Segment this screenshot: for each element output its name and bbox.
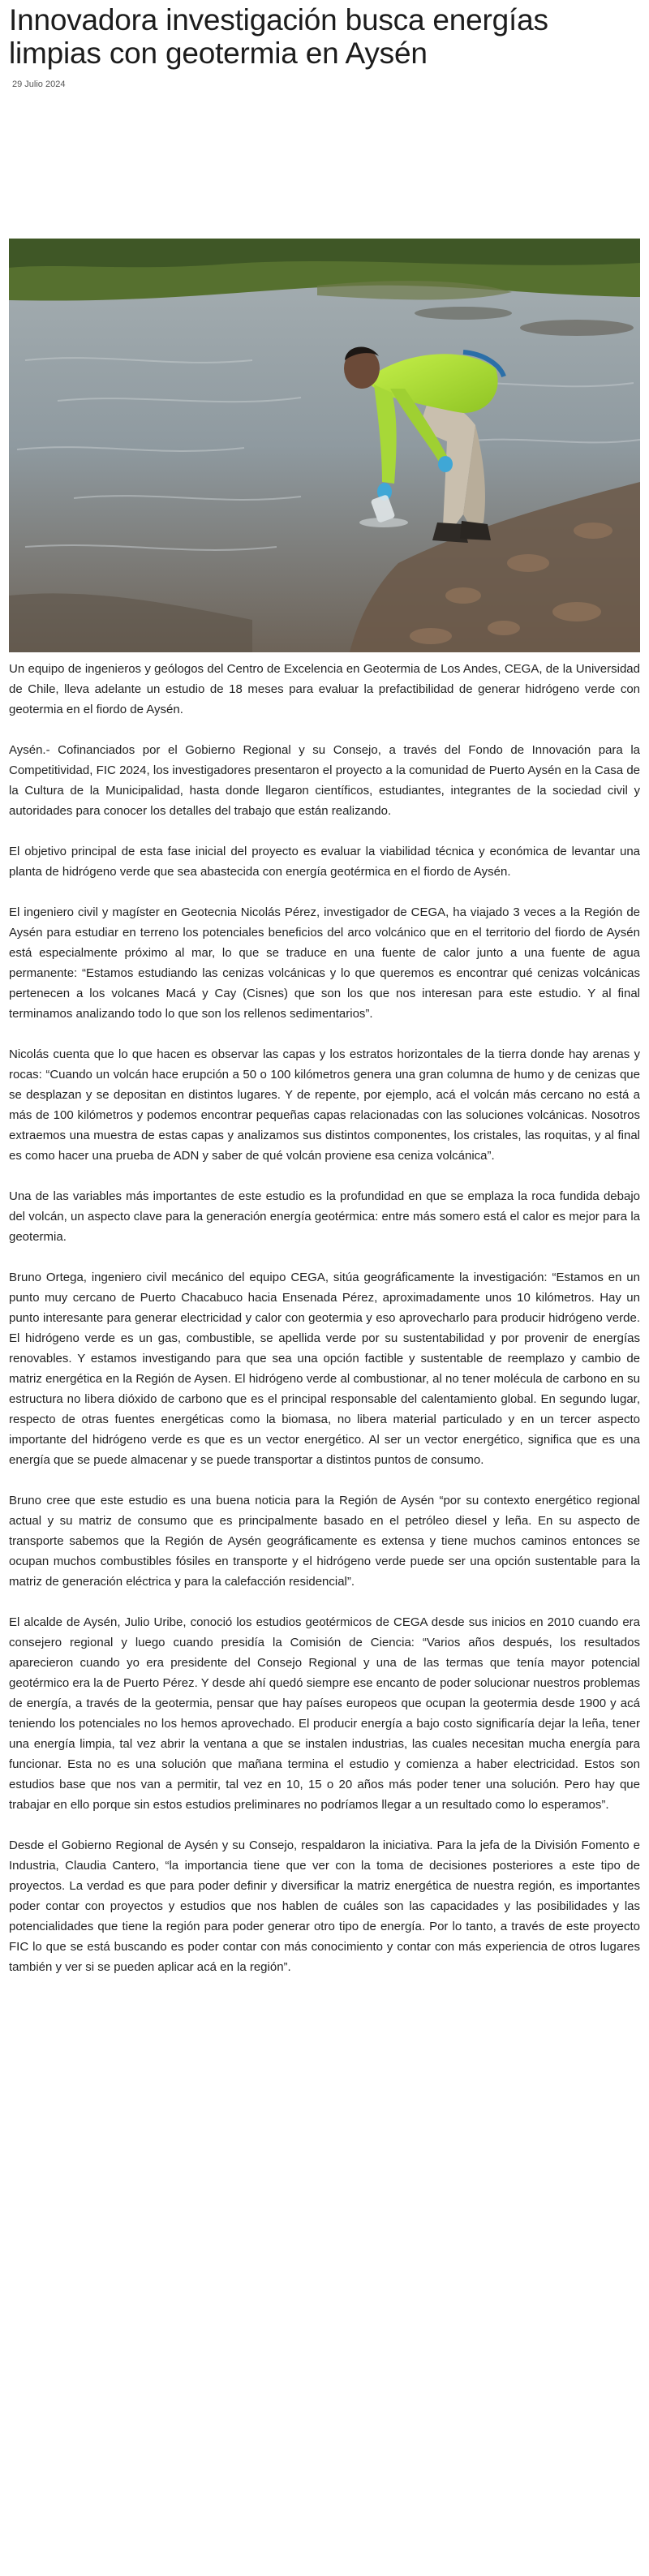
article-paragraph: Bruno cree que este estudio es una buena noticia para la Región de Aysén “por su contexto energético regional actual y su matriz de consumo que es principalmente basado en el petróleo diesel y leña. En su aspecto de transporte sabemos que la Región de Aysén geográficamente es extensa y tiene muchos caminos entonces se ocupan muchos combustibles fósiles en transporte y el hidrógeno verde puede ser una opción sustentable para la matriz de generación eléctrica y para la calefacción residencial”. — [9, 1494, 640, 1589]
article-date: 29 Julio 2024 — [12, 80, 66, 89]
article-body — [9, 659, 640, 1998]
river-photo-icon — [9, 239, 640, 652]
article-title: Innovadora investigación busca energías limpias con geotermia en Aysén — [9, 3, 548, 70]
article — [9, 0, 640, 1974]
article-paragraph: El alcalde de Aysén, Julio Uribe, conoció los estudios geotérmicos de CEGA desde sus inicios en 2010 cuando era consejero regional y luego cuando presidía la Comisión de Ciencia: “Varios años después, los resultados aparecieron cuando yo era presidente del Consejo Regional y una de las termas que tenía mayor potencial geotérmico era la de Puerto Pérez. Y desde ahí quedó siempre ese encanto de poder solucionar nuestros problemas de energía, a través de la geotermia, pensar que hay países europeos que ocupan la geotermia desde 1900 y acá teniendo los potenciales no los hemos aprovechado. El producir energía a bajo costo significaría dejar la leña, tener una energía limpia, tal vez abrir la ventana a que se instalen industrias, las cuales necesitan mucha energía para funcionar. Esta no es una solución que mañana termina el estudio y comienza a haber electricidad. Estos son estudios base que nos van a permitir, tal vez en 10, 15 o 20 años más poder tener una solución. Pero hay que trabajar en ello porque sin estos estudios preliminares no podríamos llegar a un resultado como lo esperamos”. — [9, 1615, 640, 1812]
article-paragraph: El objetivo principal de esta fase inicial del proyecto es evaluar la viabilidad técnica y económica de levantar una planta de hidrógeno verde que sea abastecida con energía geotérmica en el fiordo de Aysén. — [9, 845, 640, 879]
article-paragraph: Aysén.- Cofinanciados por el Gobierno Regional y su Consejo, a través del Fondo de Innovación para la Competitividad, FIC 2024, los investigadores presentaron el proyecto a la comunidad de Puerto Aysén en la Casa de la Cultura de la Municipalidad, hasta donde llegaron científicos, estudiantes, integrantes de la sociedad civil y autoridades para conocer los detalles del trabajo que están realizando. — [9, 743, 640, 818]
article-paragraph: Una de las variables más importantes de este estudio es la profundidad en que se emplaza la roca fundida debajo del volcán, un aspecto clave para la generación energía geotérmica: entre más somero está el calor es mejor para la geotermia. — [9, 1189, 640, 1244]
article-paragraph: Nicolás cuenta que lo que hacen es observar las capas y los estratos horizontales de la tierra donde hay arenas y rocas: “Cuando un volcán hace erupción a 50 o 100 kilómetros genera una gran columna de humo y de cenizas que se desplazan y se depositan en distintos lugares. Y de repente, por ejemplo, acá el volcán más cercano no está a más de 100 kilómetros y podemos encontrar pequeñas capas relacionadas con las soluciones volcánicas. Nosotros extraemos una muestra de estas capas y analizamos sus distintos componentes, los cristales, las roquitas, y al final es como hacer una prueba de ADN y saber de qué volcán proviene esa ceniza volcánica”. — [9, 1047, 640, 1163]
article-paragraph: Bruno Ortega, ingeniero civil mecánico del equipo CEGA, sitúa geográficamente la investigación: “Estamos en un punto muy cercano de Puerto Chacabuco hacia Ensenada Pérez, aproximadamente unos 10 kilómetros. Hay un punto interesante para generar electricidad y calor con geotermia y eso aprovecharlo para producir hidrógeno verde. El hidrógeno verde es un gas, combustible, se apellida verde por su sustentabilidad y por provenir de energías renovables. Y estamos investigando para que sea una opción factible y sustentable de reemplazo y cambio de matriz energética en la Región de Aysen. El hidrógeno verde al combustionar, al no tener molécula de carbono en su estructura no libera dióxido de carbono que es el principal responsable del calentamiento global. En segundo lugar, respecto de otras fuentes energéticas como la biomasa, no libera material particulado y en un tercer aspecto importante del hidrógeno verde es que es un vector energético. Al ser un vector energético, significa que es una energía que se puede almacenar y se puede transportar a distintos puntos de consumo. — [9, 1271, 640, 1467]
article-paragraph: Un equipo de ingenieros y geólogos del Centro de Excelencia en Geotermia de Los Andes, CEGA, de la Universidad de Chile, lleva adelante un estudio de 18 meses para evaluar la prefactibilidad de generar hidrógeno verde con geotermia en el fiordo de Aysén. — [9, 662, 640, 716]
article-hero-image — [9, 239, 640, 652]
article-paragraph: El ingeniero civil y magíster en Geotecnia Nicolás Pérez, investigador de CEGA, ha viajado 3 veces a la Región de Aysén para estudiar en terreno los potenciales beneficios del arco volcánico que en el territorio del fiordo de Aysén está especialmente próximo al mar, lo que se traduce en una fuente de calor junto a una fuente de agua permanente: “Estamos estudiando las cenizas volcánicas y lo que queremos es encontrar qué cenizas volcánicas pertenecen a los volcanes Macá y Cay (Cisnes) que son los que nos interesan para este estudio. Y al final terminamos analizando todo lo que son los rellenos sedimentarios”. — [9, 905, 640, 1021]
article-paragraph: Desde el Gobierno Regional de Aysén y su Consejo, respaldaron la iniciativa. Para la jefa de la División Fomento e Industria, Claudia Cantero, “la importancia tiene que ver con la toma de decisiones posteriores a este tipo de proyectos. La verdad es que para poder definir y diversificar la matriz energética de nuestra región, es importantes poder contar con proyectos y estudios que nos hablen de cuáles son las capacidades y las posibilidades y las potencialidades que tiene la región para poder generar otro tipo de energía. Por lo tanto, a través de este proyecto FIC lo que se está buscando es poder contar con más conocimiento y contar con más experiencia de otros lugares también y ver si se pueden aplicar acá en la región”. — [9, 1838, 640, 1974]
